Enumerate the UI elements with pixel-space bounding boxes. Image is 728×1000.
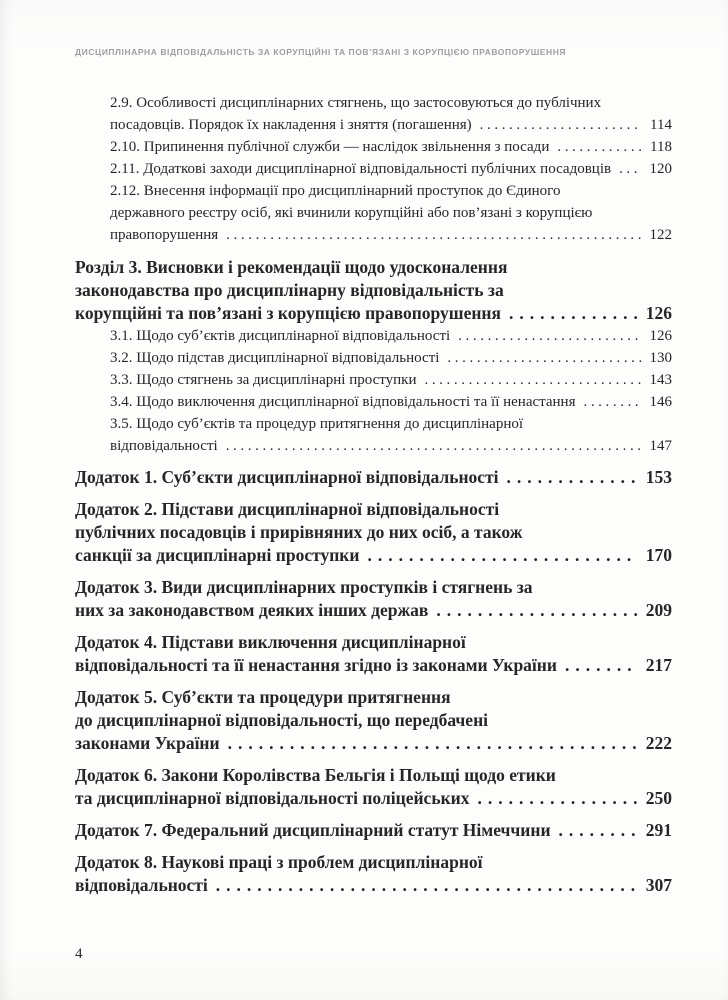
toc-entry-page-number: 126 xyxy=(649,328,672,344)
toc-entry-title: 3.2. Щодо підстав дисциплінарної відповідальності xyxy=(110,350,440,366)
dot-leader xyxy=(559,819,638,842)
toc-entry-page-number: 307 xyxy=(645,875,672,895)
toc-entry xyxy=(75,819,672,842)
toc-entry-page-number: 118 xyxy=(650,139,672,155)
toc-entry-title: 3.3. Щодо стягнень за дисциплінарні проступки xyxy=(110,372,417,388)
toc-line xyxy=(75,819,672,842)
toc-line: Додаток 2. Підстави дисциплінарної відповідальності xyxy=(75,499,500,519)
dot-leader xyxy=(509,302,638,325)
toc-entry-title: та дисциплінарної відповідальності поліцейських xyxy=(75,788,470,808)
toc-line: 3.5. Щодо суб’єктів та процедур притягнення до дисциплінарної xyxy=(110,416,524,432)
toc-line xyxy=(75,544,672,567)
toc-entry-page-number: 143 xyxy=(649,372,672,388)
toc-entry xyxy=(75,466,672,489)
toc-line xyxy=(110,369,672,391)
dot-leader xyxy=(447,347,641,369)
toc-entry xyxy=(75,180,672,246)
toc-entry-title: 2.10. Припинення публічної служби — наслідок звільнення з посади xyxy=(110,139,550,155)
toc-entry-page-number: 146 xyxy=(649,394,672,410)
dot-leader xyxy=(480,114,642,136)
toc-entry-title: відповідальності xyxy=(110,438,218,454)
dot-leader xyxy=(226,224,641,246)
dot-leader xyxy=(226,435,642,457)
toc-line: державного реєстру осіб, які вчинили корупційні або пов’язані з корупцією xyxy=(110,205,593,221)
toc-line xyxy=(75,302,672,325)
toc-entry xyxy=(75,686,672,755)
toc-line xyxy=(75,787,672,810)
toc-entry-title: відповідальності xyxy=(75,875,208,895)
dot-leader xyxy=(228,732,638,755)
dot-leader xyxy=(367,544,637,567)
toc-line xyxy=(75,874,672,897)
dot-leader xyxy=(478,787,638,810)
toc-entry-page-number: 122 xyxy=(649,227,672,243)
toc-entry-title: санкції за дисциплінарні проступки xyxy=(75,545,360,565)
toc-entry-title: 3.4. Щодо виключення дисциплінарної відповідальності та її ненастання xyxy=(110,394,576,410)
toc-line xyxy=(110,224,672,246)
toc-entry-page-number: 114 xyxy=(650,117,672,133)
toc-line xyxy=(75,466,672,489)
toc-line: 2.9. Особливості дисциплінарних стягнень, що застосовуються до публічних xyxy=(110,95,602,111)
toc-line xyxy=(110,391,672,413)
running-header: ДИСЦИПЛІНАРНА ВІДПОВІДАЛЬНІСТЬ ЗА КОРУПЦІЙНІ ТА ПОВ’ЯЗАНІ З КОРУПЦІЄЮ ПРАВОПОРУШЕННЯ xyxy=(75,47,567,57)
toc-entry xyxy=(75,413,672,457)
toc-entry-title: відповідальності та її ненастання згідно із законами України xyxy=(75,655,557,675)
toc-line xyxy=(110,435,672,457)
toc-line: Додаток 3. Види дисциплінарних проступків і стягнень за xyxy=(75,577,533,597)
toc-entry-title: законами України xyxy=(75,733,220,753)
dot-leader xyxy=(507,466,638,489)
toc-line: публічних посадовців і прирівняних до них осіб, а також xyxy=(75,522,523,542)
toc-entry-page-number: 126 xyxy=(645,303,672,323)
toc-entry xyxy=(75,325,672,347)
toc-entry xyxy=(75,391,672,413)
page-number: 4 xyxy=(75,946,83,962)
toc-line xyxy=(110,158,672,180)
toc-line xyxy=(110,325,672,347)
toc-entry-title: посадовців. Порядок їх накладення і зняття (погашення) xyxy=(110,117,472,133)
dot-leader xyxy=(424,369,641,391)
dot-leader xyxy=(565,654,638,677)
toc-entry-page-number: 222 xyxy=(645,733,672,753)
dot-leader xyxy=(583,391,641,413)
toc-line: Розділ 3. Висновки і рекомендації щодо удосконалення xyxy=(75,257,508,277)
toc-line xyxy=(75,599,672,622)
toc-entry-title: 2.11. Додаткові заходи дисциплінарної відповідальності публічних посадовців xyxy=(110,161,612,177)
toc-entry xyxy=(75,764,672,810)
toc-line: Додаток 6. Закони Королівства Бельгія і Польщі щодо етики xyxy=(75,765,556,785)
toc-entry xyxy=(75,576,672,622)
toc-entry-page-number: 217 xyxy=(645,655,672,675)
toc-entry-page-number: 291 xyxy=(645,820,672,840)
dot-leader xyxy=(216,874,638,897)
toc-entry xyxy=(75,369,672,391)
toc-line: 2.12. Внесення інформації про дисциплінарний проступок до Єдиного xyxy=(110,183,561,199)
table-of-contents xyxy=(75,92,672,897)
dot-leader xyxy=(619,158,641,180)
toc-entry xyxy=(75,256,672,325)
toc-entry-page-number: 209 xyxy=(645,600,672,620)
toc-line: Додаток 8. Наукові праці з проблем дисциплінарної xyxy=(75,852,483,872)
toc-entry-title: Додаток 1. Суб’єкти дисциплінарної відповідальності xyxy=(75,467,499,487)
toc-entry xyxy=(75,92,672,136)
toc-entry-page-number: 130 xyxy=(649,350,672,366)
toc-line xyxy=(110,347,672,369)
toc-entry-page-number: 153 xyxy=(645,467,672,487)
toc-line xyxy=(75,732,672,755)
toc-entry xyxy=(75,498,672,567)
toc-entry xyxy=(75,851,672,897)
toc-entry-title: 3.1. Щодо суб’єктів дисциплінарної відповідальності xyxy=(110,328,451,344)
toc-line: до дисциплінарної відповідальності, що передбачені xyxy=(75,710,489,730)
toc-line xyxy=(110,114,672,136)
toc-entry-title: корупційні та пов’язані з корупцією правопорушення xyxy=(75,303,501,323)
toc-line: Додаток 4. Підстави виключення дисциплінарної xyxy=(75,632,466,652)
toc-line: законодавства про дисциплінарну відповідальність за xyxy=(75,280,504,300)
toc-entry xyxy=(75,631,672,677)
toc-line: Додаток 5. Суб’єкти та процедури притягнення xyxy=(75,687,451,707)
toc-line xyxy=(110,136,672,158)
toc-entry-title: них за законодавством деяких інших держав xyxy=(75,600,429,620)
toc-entry-title: правопорушення xyxy=(110,227,219,243)
toc-entry xyxy=(75,158,672,180)
toc-entry-page-number: 120 xyxy=(649,161,672,177)
toc-entry-page-number: 147 xyxy=(649,438,672,454)
dot-leader xyxy=(436,599,637,622)
toc-entry xyxy=(75,347,672,369)
dot-leader xyxy=(458,325,641,347)
dot-leader xyxy=(557,136,642,158)
toc-line xyxy=(75,654,672,677)
toc-entry xyxy=(75,136,672,158)
toc-entry-page-number: 250 xyxy=(645,788,672,808)
toc-entry-title: Додаток 7. Федеральний дисциплінарний статут Німеччини xyxy=(75,820,551,840)
toc-entry-page-number: 170 xyxy=(645,545,672,565)
